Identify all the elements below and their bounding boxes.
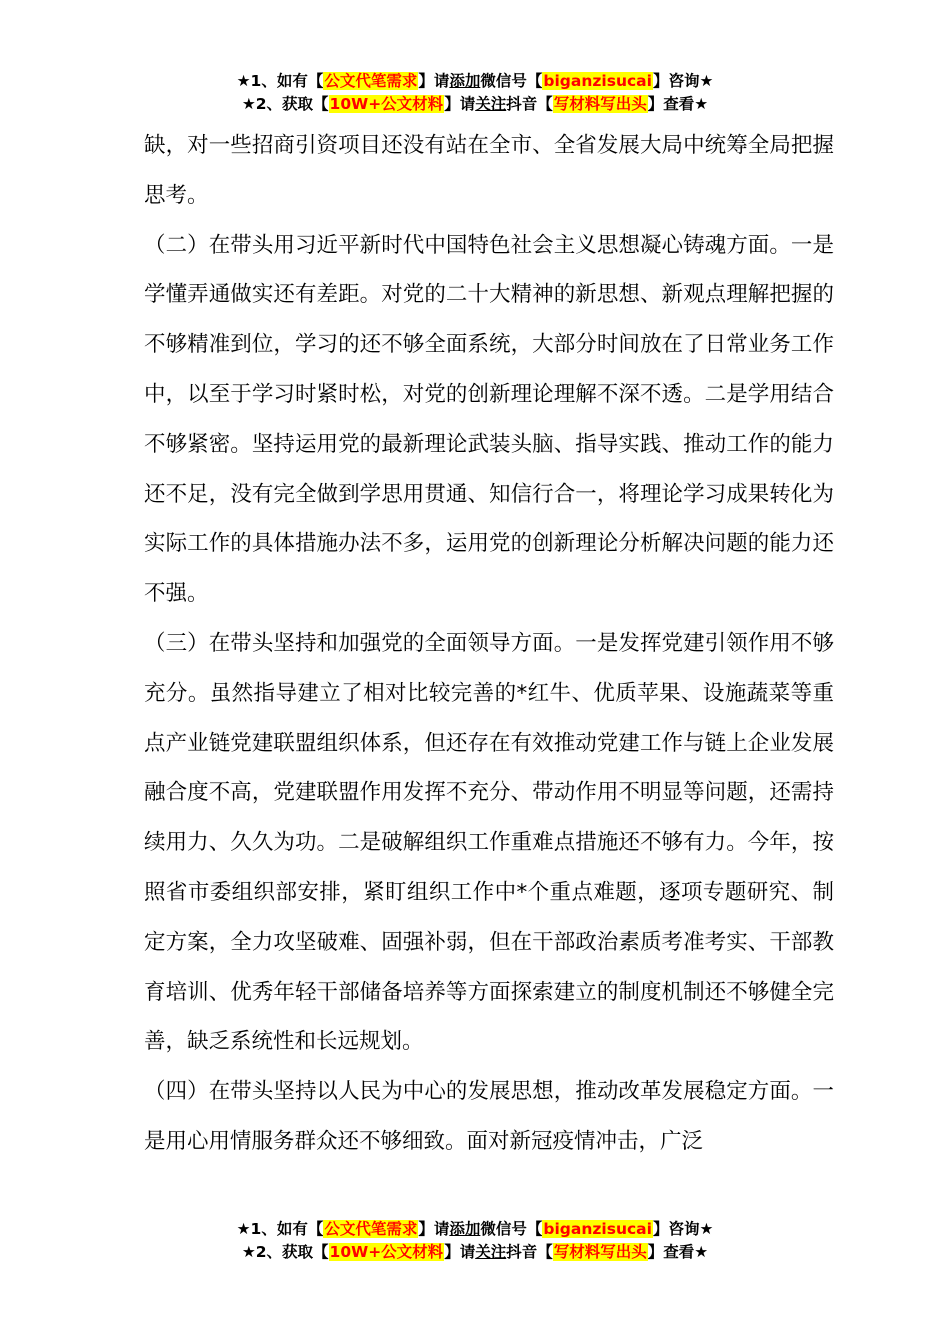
banner-text: 】咨询★ [652,1220,714,1238]
banner-text: ★2、获取【 [241,1243,329,1261]
highlight-ghostwriting: 公文代笔需求 [324,72,418,90]
paragraph: （二）在带头用习近平新时代中国特色社会主义思想凝心铸魂方面。一是学懂弄通做实还有差距。对党的二十大精神的新思想、新观点理解把握的不够精准到位，学习的还不够全面系统，大部分时间放在了日常业务工作中，以至于学习时紧时松，对党的创新理论理解不深不透。二是学用结合不够紧密。坚持运用党的最新理论武装头脑、指导实践、推动工作的能力还不足，没有完全做到学思用贯通、知信行合一，将理论学习成果转化为实际工作的具体措施办法不多，运用党的创新理论分析解决问题的能力还不强。 [144,232,834,607]
banner-line-1 [0,1218,950,1241]
banner-line-2 [0,1241,950,1264]
banner-text: 】咨询★ [652,72,714,90]
underline-follow: 关注 [475,1243,507,1261]
banner-line-1 [0,70,950,93]
paragraph: （三）在带头坚持和加强党的全面领导方面。一是发挥党建引领作用不够充分。虽然指导建立了相对比较完善的*红牛、优质苹果、设施蔬菜等重点产业链党建联盟组织体系，但还存在有效推动党建工作与链上企业发展融合度不高，党建联盟作用发挥不充分、带动作用不明显等问题，还需持续用力、久久为功。二是破解组织工作重难点措施还不够有力。今年，按照省市委组织部安排，紧盯组织工作中*个重点难题，逐项专题研究、制定方案，全力攻坚破难、固强补弱，但在干部政治素质考准考实、干部教育培训、优秀年轻干部储备培养等方面探索建立的制度机制还不够健全完善，缺乏系统性和长远规划。 [144,630,834,1055]
paragraph: （四）在带头坚持以人民为中心的发展思想，推动改革发展稳定方面。一是用心用情服务群众还不够细致。面对新冠疫情冲击，广泛 [144,1079,834,1154]
highlight-materials: 10W+公文材料 [329,95,444,113]
banner-text: 】查看★ [647,1243,709,1261]
footer-banner [0,1218,950,1264]
banner-text: 】请 [418,1220,450,1238]
banner-line-2 [0,93,950,116]
banner-text: 微信号【 [480,72,543,90]
banner-text: 】请 [444,95,476,113]
header-banner [0,70,950,116]
highlight-wechat-id: biganzisucai [543,1220,652,1238]
highlight-wechat-id: biganzisucai [543,72,652,90]
highlight-douyin-account: 写材料写出头 [553,95,647,113]
banner-text: 抖音【 [506,1243,553,1261]
underline-follow: 关注 [475,95,507,113]
banner-text: ★1、如有【 [236,1220,324,1238]
underline-add: 添加 [449,72,481,90]
banner-text: ★2、获取【 [241,95,329,113]
banner-text: ★1、如有【 [236,72,324,90]
paragraph: 缺，对一些招商引资项目还没有站在全市、全省发展大局中统筹全局把握思考。 [144,133,834,208]
highlight-douyin-account: 写材料写出头 [553,1243,647,1261]
highlight-ghostwriting: 公文代笔需求 [324,1220,418,1238]
underline-add: 添加 [449,1220,481,1238]
banner-text: 微信号【 [480,1220,543,1238]
banner-text: 】请 [418,72,450,90]
highlight-materials: 10W+公文材料 [329,1243,444,1261]
document-body [144,121,834,1167]
banner-text: 】请 [444,1243,476,1261]
banner-text: 】查看★ [647,95,709,113]
banner-text: 抖音【 [506,95,553,113]
